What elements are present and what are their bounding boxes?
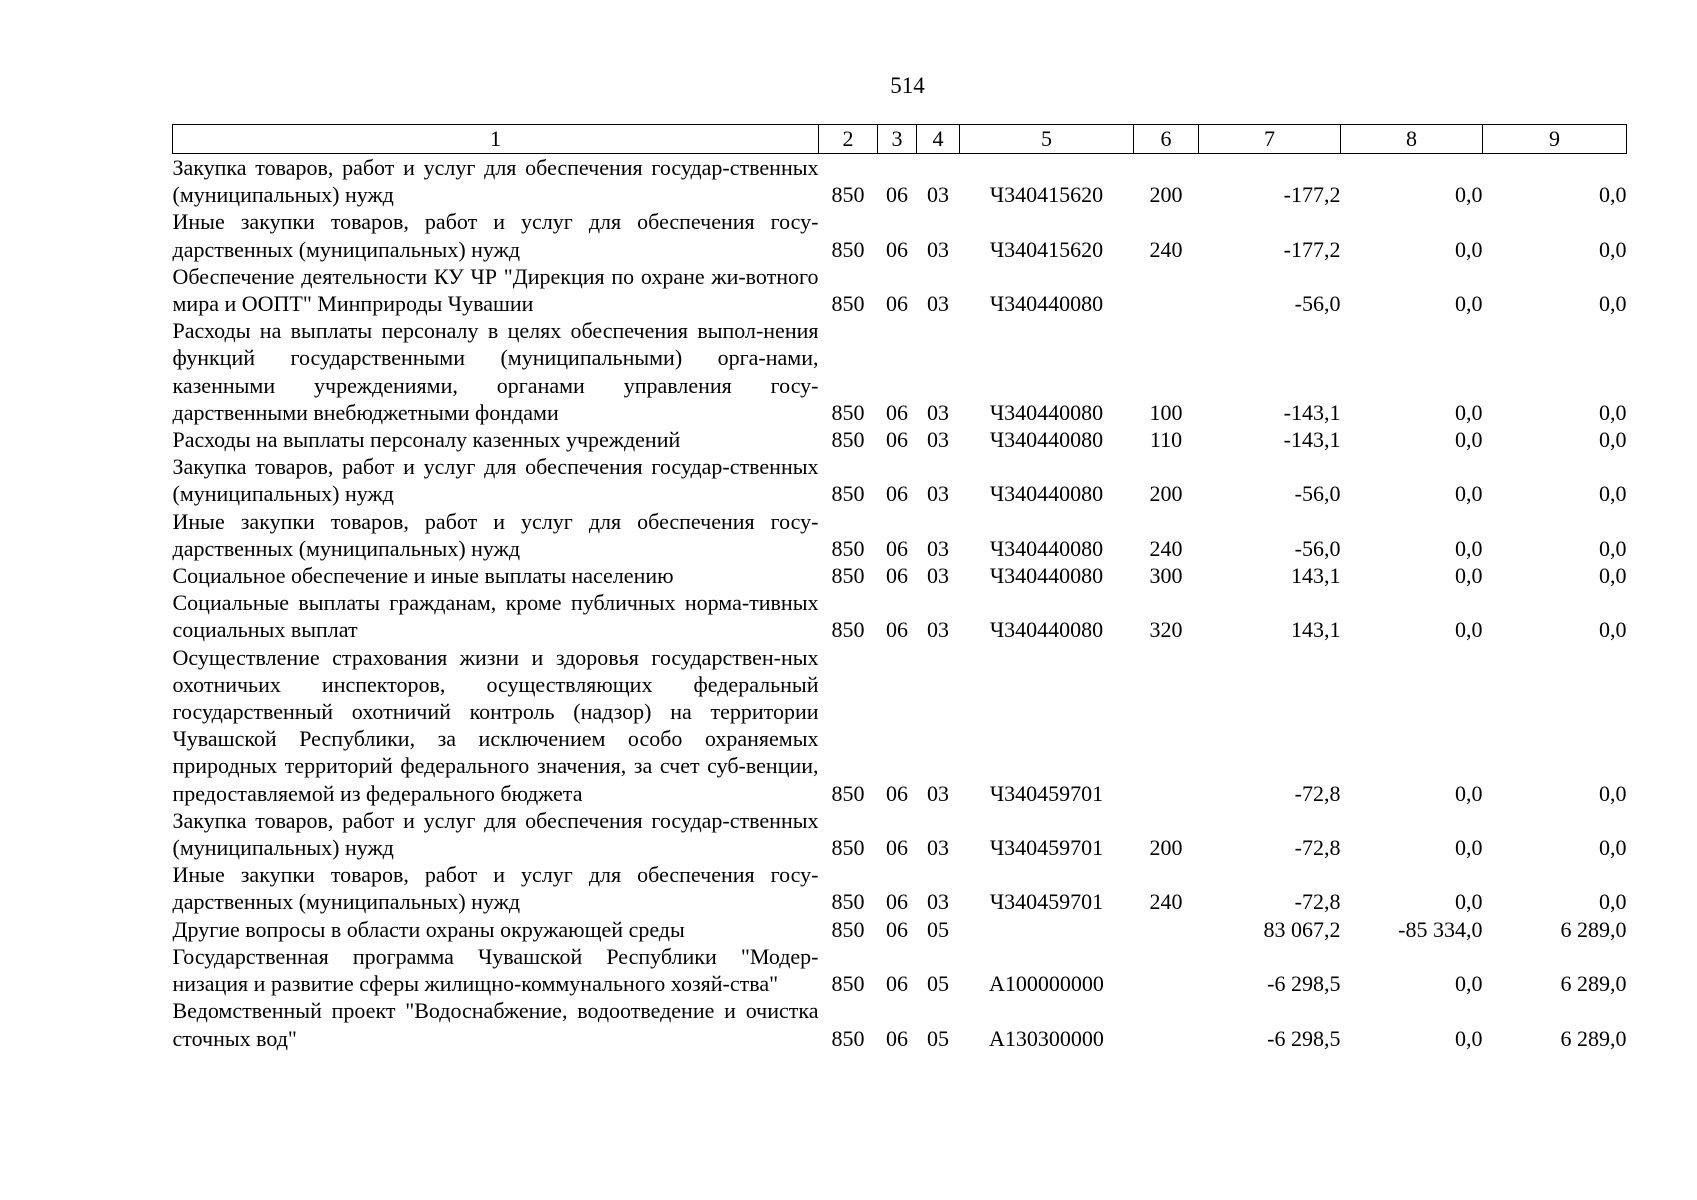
amount-col-9: 0,0 <box>1599 889 1627 915</box>
table-row <box>173 426 1627 453</box>
expense-type-code: 300 <box>1149 563 1183 589</box>
amount-col-7: -6 298,5 <box>1267 971 1341 997</box>
amount-col-8: 0,0 <box>1455 889 1483 915</box>
row-name: Иные закупки товаров, работ и услуг для обеспечения госу-дарственных (муниципальных) нужд <box>172 209 819 262</box>
ministry-code: 850 <box>831 481 865 507</box>
subsection-code: 03 <box>927 535 949 561</box>
amount-col-8: -85 334,0 <box>1398 916 1483 942</box>
column-header-8: 8 <box>1341 125 1483 154</box>
amount-col-9: 0,0 <box>1599 535 1627 561</box>
row-name: Ведомственный проект "Водоснабжение, водоотведение и очистка сточных вод" <box>172 998 819 1051</box>
section-code: 06 <box>886 236 908 262</box>
table-row <box>173 154 1627 209</box>
ministry-code: 850 <box>831 617 865 643</box>
amount-col-9: 0,0 <box>1599 835 1627 861</box>
expense-type-code: 200 <box>1149 835 1183 861</box>
subsection-code: 05 <box>927 971 949 997</box>
expense-type-code <box>1134 263 1199 317</box>
subsection-code: 03 <box>927 427 949 453</box>
amount-col-9: 6 289,0 <box>1560 971 1627 997</box>
table-row <box>173 562 1627 589</box>
section-code: 06 <box>886 916 908 942</box>
amount-col-9: 0,0 <box>1599 617 1627 643</box>
ministry-code: 850 <box>831 916 865 942</box>
target-article-code: Ч340440080 <box>989 427 1104 453</box>
table-row <box>173 208 1627 262</box>
column-number-header-row <box>173 125 1627 154</box>
expense-type-code: 320 <box>1149 617 1183 643</box>
table-row <box>173 916 1627 943</box>
subsection-code: 03 <box>927 835 949 861</box>
amount-col-8: 0,0 <box>1455 291 1483 317</box>
ministry-code: 850 <box>831 1025 865 1051</box>
table-row <box>173 453 1627 507</box>
row-name: Расходы на выплаты персоналу в целях обеспечения выпол-нения функций государственными (муниципальными) орга-нами, казенными учреждениями, органами управления госу-дарственными внебюджетными фондами <box>172 318 819 425</box>
subsection-code: 05 <box>927 916 949 942</box>
target-article-code: Ч340440080 <box>989 291 1104 317</box>
expense-type-code <box>1134 943 1199 997</box>
amount-col-8: 0,0 <box>1455 535 1483 561</box>
section-code: 06 <box>886 182 908 208</box>
section-code: 06 <box>886 835 908 861</box>
ministry-code: 850 <box>831 889 865 915</box>
target-article-code: А100000000 <box>989 971 1104 997</box>
amount-col-9: 6 289,0 <box>1560 1025 1627 1051</box>
expense-type-code: 240 <box>1149 236 1183 262</box>
amount-col-7: -72,8 <box>1294 835 1341 861</box>
target-article-code <box>960 916 1134 943</box>
section-code: 06 <box>886 1025 908 1051</box>
row-name: Иные закупки товаров, работ и услуг для обеспечения госу-дарственных (муниципальных) нужд <box>172 862 819 915</box>
table-row <box>173 508 1627 562</box>
ministry-code: 850 <box>831 182 865 208</box>
row-name: Другие вопросы в области охраны окружающей среды <box>172 916 685 942</box>
subsection-code: 03 <box>927 291 949 317</box>
column-header-2: 2 <box>819 125 878 154</box>
subsection-code: 03 <box>927 236 949 262</box>
amount-col-7: -6 298,5 <box>1267 1025 1341 1051</box>
expense-type-code <box>1134 916 1199 943</box>
amount-col-7: -72,8 <box>1294 780 1341 806</box>
column-header-7: 7 <box>1199 125 1341 154</box>
subsection-code: 05 <box>927 1025 949 1051</box>
ministry-code: 850 <box>831 563 865 589</box>
ministry-code: 850 <box>831 291 865 317</box>
section-code: 06 <box>886 889 908 915</box>
amount-col-9: 0,0 <box>1599 481 1627 507</box>
target-article-code: Ч340440080 <box>989 399 1104 425</box>
amount-col-7: -72,8 <box>1294 889 1341 915</box>
amount-col-9: 0,0 <box>1599 182 1627 208</box>
section-code: 06 <box>886 291 908 317</box>
amount-col-7: -143,1 <box>1283 427 1341 453</box>
row-name: Иные закупки товаров, работ и услуг для обеспечения госу-дарственных (муниципальных) нужд <box>172 508 819 561</box>
expense-type-code: 240 <box>1149 889 1183 915</box>
table-row <box>173 589 1627 643</box>
table-row <box>173 807 1627 861</box>
expense-type-code: 110 <box>1149 427 1183 453</box>
amount-col-8: 0,0 <box>1455 481 1483 507</box>
ministry-code: 850 <box>831 399 865 425</box>
target-article-code: Ч340440080 <box>989 617 1104 643</box>
section-code: 06 <box>886 780 908 806</box>
amount-col-9: 0,0 <box>1599 780 1627 806</box>
amount-col-9: 0,0 <box>1599 291 1627 317</box>
amount-col-8: 0,0 <box>1455 182 1483 208</box>
amount-col-7: 143,1 <box>1291 563 1341 589</box>
subsection-code: 03 <box>927 481 949 507</box>
ministry-code: 850 <box>831 427 865 453</box>
row-name: Социальное обеспечение и иные выплаты населению <box>172 563 674 589</box>
expense-type-code <box>1134 644 1199 807</box>
column-header-3: 3 <box>878 125 917 154</box>
amount-col-8: 0,0 <box>1455 780 1483 806</box>
expense-type-code <box>1134 997 1199 1051</box>
table-row <box>173 943 1627 997</box>
table-row <box>173 997 1627 1051</box>
target-article-code: Ч340459701 <box>989 780 1104 806</box>
target-article-code: А130300000 <box>989 1025 1104 1051</box>
amount-col-7: -56,0 <box>1294 481 1341 507</box>
amount-col-8: 0,0 <box>1455 835 1483 861</box>
table-body <box>173 154 1627 1052</box>
row-name: Осуществление страхования жизни и здоровья государствен-ных охотничьих инспекторов, осуществляющих федеральный государственный охотничий контроль (надзор) на территории Чувашской Республики, за исключением особо охраняемых природных территорий федерального значения, за счет суб-венции, предоставляемой из федерального бюджета <box>172 644 819 806</box>
target-article-code: Ч340415620 <box>989 236 1104 262</box>
amount-col-9: 6 289,0 <box>1560 916 1627 942</box>
table-row <box>173 263 1627 317</box>
row-name: Социальные выплаты гражданам, кроме публичных норма-тивных социальных выплат <box>172 590 819 643</box>
target-article-code: Ч340440080 <box>989 563 1104 589</box>
target-article-code: Ч340415620 <box>989 182 1104 208</box>
target-article-code: Ч340459701 <box>989 835 1104 861</box>
section-code: 06 <box>886 971 908 997</box>
expense-type-code: 100 <box>1149 399 1183 425</box>
amount-col-9: 0,0 <box>1599 427 1627 453</box>
amount-col-8: 0,0 <box>1455 236 1483 262</box>
column-header-6: 6 <box>1134 125 1199 154</box>
amount-col-8: 0,0 <box>1455 617 1483 643</box>
ministry-code: 850 <box>831 835 865 861</box>
amount-col-7: -177,2 <box>1283 182 1341 208</box>
section-code: 06 <box>886 535 908 561</box>
amount-col-8: 0,0 <box>1455 1025 1483 1051</box>
column-header-9: 9 <box>1483 125 1627 154</box>
expense-type-code: 200 <box>1149 481 1183 507</box>
row-name: Обеспечение деятельности КУ ЧР "Дирекция по охране жи-вотного мира и ООПТ" Минприроды Чувашии <box>172 263 819 317</box>
ministry-code: 850 <box>831 780 865 806</box>
target-article-code: Ч340440080 <box>989 535 1104 561</box>
subsection-code: 03 <box>927 780 949 806</box>
column-header-4: 4 <box>917 125 960 154</box>
page-number: 514 <box>890 73 925 98</box>
subsection-code: 03 <box>927 182 949 208</box>
row-name: Закупка товаров, работ и услуг для обеспечения государ-ственных (муниципальных) нужд <box>172 155 819 208</box>
section-code: 06 <box>886 399 908 425</box>
section-code: 06 <box>886 481 908 507</box>
amount-col-8: 0,0 <box>1455 563 1483 589</box>
row-name: Расходы на выплаты персоналу казенных учреждений <box>172 427 681 453</box>
column-header-5: 5 <box>960 125 1134 154</box>
subsection-code: 03 <box>927 399 949 425</box>
expense-type-code: 200 <box>1149 182 1183 208</box>
table-row <box>173 317 1627 426</box>
amount-col-9: 0,0 <box>1599 563 1627 589</box>
subsection-code: 03 <box>927 617 949 643</box>
amount-col-9: 0,0 <box>1599 399 1627 425</box>
amount-col-7: -143,1 <box>1283 399 1341 425</box>
section-code: 06 <box>886 617 908 643</box>
table-row <box>173 861 1627 915</box>
amount-col-7: 83 067,2 <box>1263 916 1341 942</box>
amount-col-8: 0,0 <box>1455 971 1483 997</box>
expense-type-code: 240 <box>1149 535 1183 561</box>
amount-col-8: 0,0 <box>1455 427 1483 453</box>
target-article-code: Ч340440080 <box>989 481 1104 507</box>
row-name: Государственная программа Чувашской Республики "Модер-низация и развитие сферы жилищно-коммунального хозяй-ства" <box>172 943 819 997</box>
row-name: Закупка товаров, работ и услуг для обеспечения государ-ственных (муниципальных) нужд <box>172 807 819 861</box>
amount-col-7: -177,2 <box>1283 236 1341 262</box>
budget-table <box>172 124 1627 1052</box>
subsection-code: 03 <box>927 889 949 915</box>
ministry-code: 850 <box>831 236 865 262</box>
ministry-code: 850 <box>831 971 865 997</box>
section-code: 06 <box>886 563 908 589</box>
amount-col-8: 0,0 <box>1455 399 1483 425</box>
amount-col-9: 0,0 <box>1599 236 1627 262</box>
ministry-code: 850 <box>831 535 865 561</box>
target-article-code: Ч340459701 <box>989 889 1104 915</box>
amount-col-7: -56,0 <box>1294 291 1341 317</box>
subsection-code: 03 <box>927 563 949 589</box>
section-code: 06 <box>886 427 908 453</box>
table-row <box>173 644 1627 807</box>
row-name: Закупка товаров, работ и услуг для обеспечения государ-ственных (муниципальных) нужд <box>172 454 819 507</box>
amount-col-7: 143,1 <box>1291 617 1341 643</box>
column-header-1: 1 <box>173 125 819 154</box>
amount-col-7: -56,0 <box>1294 535 1341 561</box>
